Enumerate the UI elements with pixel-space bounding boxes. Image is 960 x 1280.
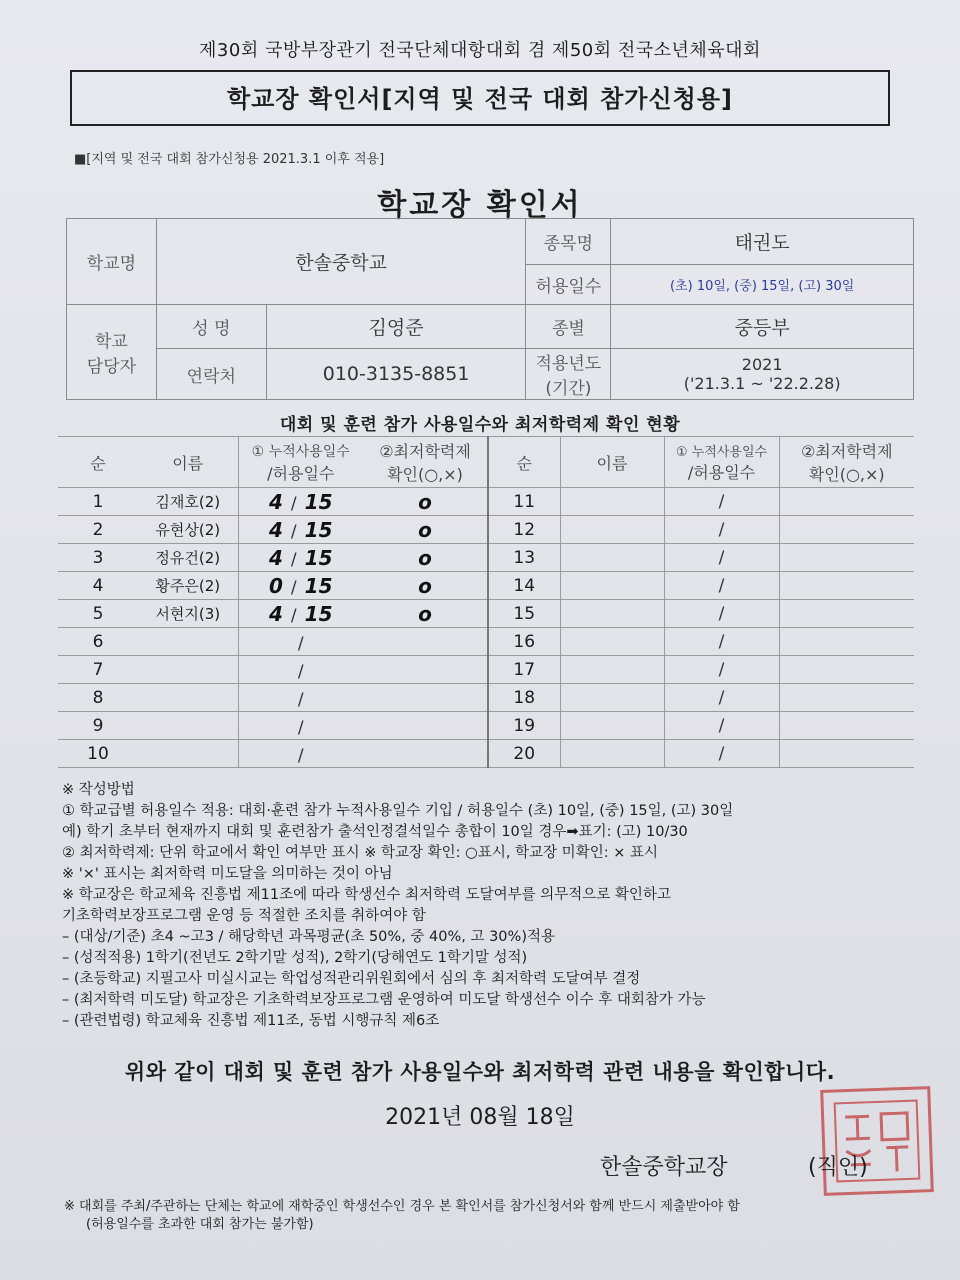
min-check-right xyxy=(779,628,914,656)
instruction-line: – (대상/기준) 초4 ~고3 / 해당학년 과목평균(초 50%, 중 40%, 고 30%)적용 xyxy=(62,929,555,945)
row-no: 4 xyxy=(58,572,138,600)
school-name: 한솔중학교 xyxy=(156,219,526,305)
days-used xyxy=(238,628,363,656)
header-name-right: 이름 xyxy=(560,437,664,488)
header-no-right: 순 xyxy=(488,437,560,488)
student-name: 황주은(2) xyxy=(138,572,238,600)
student-name xyxy=(138,712,238,740)
header-name: 이름 xyxy=(138,437,238,488)
days-allowed-value: 15 xyxy=(304,573,333,598)
days-used xyxy=(238,684,363,712)
slash-separator: / xyxy=(718,519,725,540)
row-no: 6 xyxy=(58,628,138,656)
instruction-line: ② 최저학력제: 단위 학교에서 확인 여부만 표시 ※ 학교장 확인: ○표시, 학교장 미확인: × 표시 xyxy=(62,845,658,861)
row-no-right: 19 xyxy=(488,712,560,740)
table-row xyxy=(58,740,914,768)
school-name-label: 학교명 xyxy=(67,219,157,305)
header-no: 순 xyxy=(58,437,138,488)
days-used-right xyxy=(664,488,779,516)
sport: 태권도 xyxy=(611,219,914,265)
instruction-line: 예) 학기 초부터 현재까지 대회 및 훈련참가 출석인정결석일수 총합이 10일 경우➡표기: (고) 10/30 xyxy=(62,824,688,840)
min-check: o xyxy=(363,488,488,516)
days-allowed-value: 15 xyxy=(304,601,333,626)
allowed-days: (초) 10일, (중) 15일, (고) 30일 xyxy=(611,265,914,305)
row-no-right: 16 xyxy=(488,628,560,656)
applicable-period: ('21.3.1 ~ '22.2.28) xyxy=(683,374,841,393)
applicable-note: ■[지역 및 전국 대회 참가신청용 2021.3.1 이후 적용] xyxy=(74,152,385,167)
header-min-right-line-1: ②최저학력제 xyxy=(800,442,893,461)
row-no: 3 xyxy=(58,544,138,572)
days-used-value: 0 xyxy=(269,573,283,598)
table-row xyxy=(58,516,914,544)
min-check-right xyxy=(779,544,914,572)
slash-separator: / xyxy=(290,577,297,598)
min-check-right xyxy=(779,600,914,628)
days-used-value: 4 xyxy=(269,489,283,514)
days-used xyxy=(238,656,363,684)
instruction-line: ※ 학교장은 학교체육 진흥법 제11조에 따라 학생선수 최저학력 도달여부를 의무적으로 확인하고 xyxy=(62,887,671,903)
header-days-right-line-2: /허용일수 xyxy=(687,463,756,482)
row-no-right: 18 xyxy=(488,684,560,712)
instruction-line: ① 학교급별 허용일수 적용: 대회·훈련 참가 누적사용일수 기입 / 허용일수 (초) 10일, (중) 15일, (고) 30일 xyxy=(62,803,734,819)
table-row xyxy=(58,656,914,684)
slash-separator: / xyxy=(297,661,304,682)
header-min-right xyxy=(779,437,914,488)
header-days-right xyxy=(664,437,779,488)
min-check xyxy=(363,712,488,740)
slash-separator: / xyxy=(290,605,297,626)
days-used xyxy=(238,544,363,572)
principal-title: 한솔중학교장 xyxy=(600,1155,728,1180)
instructions-title: ※ 작성방법 xyxy=(62,782,135,798)
slash-separator: / xyxy=(718,547,725,568)
table-row xyxy=(58,544,914,572)
min-check: o xyxy=(363,600,488,628)
days-used-value: 4 xyxy=(269,545,283,570)
days-used xyxy=(238,572,363,600)
event-title: 제30회 국방부장관기 전국단체대항대회 겸 제50회 전국소년체육대회 xyxy=(199,40,761,61)
days-used-right xyxy=(664,600,779,628)
student-name xyxy=(138,684,238,712)
days-used-right xyxy=(664,628,779,656)
student-name xyxy=(138,628,238,656)
student-name: 유현상(2) xyxy=(138,516,238,544)
header-days-right-line-1: ① 누적사용일수 xyxy=(675,445,768,460)
days-used-right xyxy=(664,572,779,600)
period-label xyxy=(526,349,611,400)
student-name-right xyxy=(560,684,664,712)
days-allowed-value: 15 xyxy=(304,545,333,570)
student-name: 김재호(2) xyxy=(138,488,238,516)
slash-separator: / xyxy=(297,745,304,766)
table-row xyxy=(58,628,914,656)
roster-title: 대회 및 훈련 참가 사용일수와 최저학력제 확인 현황 xyxy=(279,415,681,435)
min-check-right xyxy=(779,712,914,740)
instruction-line: – (초등학교) 지필고사 미실시교는 학업성적관리위원회에서 심의 후 최저학력 도달여부 결정 xyxy=(62,971,641,987)
header-days-line-1: ① 누적사용일수 xyxy=(251,443,350,460)
contact: 010-3135-8851 xyxy=(266,349,526,400)
slash-separator: / xyxy=(718,715,725,736)
min-check-right xyxy=(779,572,914,600)
student-name-right xyxy=(560,656,664,684)
slash-separator: / xyxy=(718,687,725,708)
min-check: o xyxy=(363,544,488,572)
row-no-right: 11 xyxy=(488,488,560,516)
row-no-right: 15 xyxy=(488,600,560,628)
student-name-right xyxy=(560,600,664,628)
row-no-right: 12 xyxy=(488,516,560,544)
manager-name-label: 성 명 xyxy=(156,305,266,349)
footer-note xyxy=(64,1198,944,1234)
confirmation-statement: 위와 같이 대회 및 훈련 참가 사용일수와 최저학력 관련 내용을 확인합니다. xyxy=(124,1060,836,1084)
row-no: 5 xyxy=(58,600,138,628)
slash-separator: / xyxy=(290,493,297,514)
min-check xyxy=(363,628,488,656)
student-name: 정유건(2) xyxy=(138,544,238,572)
slash-separator: / xyxy=(718,575,725,596)
row-no: 9 xyxy=(58,712,138,740)
manager-label: 학교 담당자 xyxy=(67,305,157,400)
slash-separator: / xyxy=(718,631,725,652)
division-label: 종별 xyxy=(526,305,611,349)
division: 중등부 xyxy=(611,305,914,349)
days-used xyxy=(238,600,363,628)
roster-table xyxy=(58,436,914,768)
period-label-line-2: (기간) xyxy=(545,379,592,399)
min-check-right xyxy=(779,488,914,516)
footer-line: ※ 대회를 주최/주관하는 단체는 학교에 재학중인 학생선수인 경우 본 확인서를 참가신청서와 함께 반드시 제출받아야 함 xyxy=(64,1199,740,1214)
days-used-right xyxy=(664,516,779,544)
min-check-right xyxy=(779,656,914,684)
min-check-right xyxy=(779,740,914,768)
student-name-right xyxy=(560,628,664,656)
slash-separator: / xyxy=(718,491,725,512)
min-check: o xyxy=(363,572,488,600)
student-name-right xyxy=(560,572,664,600)
slash-separator: / xyxy=(297,689,304,710)
slash-separator: / xyxy=(718,743,725,764)
roster-body xyxy=(58,488,914,768)
student-name xyxy=(138,740,238,768)
days-used-right xyxy=(664,712,779,740)
student-name xyxy=(138,656,238,684)
footer-line: (허용일수를 초과한 대회 참가는 불가함) xyxy=(86,1217,314,1232)
row-no-right: 14 xyxy=(488,572,560,600)
slash-separator: / xyxy=(290,549,297,570)
row-no: 8 xyxy=(58,684,138,712)
row-no-right: 20 xyxy=(488,740,560,768)
min-check-right xyxy=(779,684,914,712)
days-used-right xyxy=(664,544,779,572)
days-used-right xyxy=(664,740,779,768)
row-no: 7 xyxy=(58,656,138,684)
seal-label: (직인) xyxy=(808,1155,868,1180)
row-no-right: 17 xyxy=(488,656,560,684)
slash-separator: / xyxy=(297,717,304,738)
manager-name: 김영준 xyxy=(266,305,526,349)
table-row xyxy=(58,572,914,600)
instruction-line: – (최저학력 미도달) 학교장은 기초학력보장프로그램 운영하여 미도달 학생선수 이수 후 대회참가 가능 xyxy=(62,992,706,1008)
days-used xyxy=(238,516,363,544)
instruction-line: 기초학력보장프로그램 운영 등 적절한 조치를 취하여야 함 xyxy=(62,908,426,924)
table-row xyxy=(58,684,914,712)
form-banner: 학교장 확인서[지역 및 전국 대회 참가신청용] xyxy=(70,70,890,126)
days-used-right xyxy=(664,656,779,684)
days-used-value: 4 xyxy=(269,517,283,542)
period-label-line-1: 적용년도 xyxy=(535,354,602,374)
row-no: 10 xyxy=(58,740,138,768)
row-no-right: 13 xyxy=(488,544,560,572)
issue-date: 2021년 08월 18일 xyxy=(385,1105,575,1130)
header-days xyxy=(238,437,363,488)
days-allowed-value: 15 xyxy=(304,489,333,514)
instructions xyxy=(62,780,922,1032)
min-check xyxy=(363,656,488,684)
header-min-right-line-2: 확인(○,×) xyxy=(808,465,885,484)
instruction-line: – (성적적용) 1학기(전년도 2학기말 성적), 2학기(당해연도 1학기말 성적) xyxy=(62,950,528,966)
period-cell xyxy=(611,349,914,400)
student-name-right xyxy=(560,516,664,544)
student-name-right xyxy=(560,488,664,516)
slash-separator: / xyxy=(290,521,297,542)
applicable-year: 2021 xyxy=(741,355,783,374)
contact-label: 연락처 xyxy=(156,349,266,400)
student-name-right xyxy=(560,544,664,572)
days-used xyxy=(238,740,363,768)
student-name: 서현지(3) xyxy=(138,600,238,628)
days-used-right xyxy=(664,684,779,712)
roster-header xyxy=(58,437,914,488)
instruction-line: ※ '×' 표시는 최저학력 미도달을 의미하는 것이 아님 xyxy=(62,866,393,882)
min-check xyxy=(363,740,488,768)
days-used xyxy=(238,712,363,740)
min-check-right xyxy=(779,516,914,544)
row-no: 1 xyxy=(58,488,138,516)
slash-separator: / xyxy=(718,659,725,680)
min-check: o xyxy=(363,516,488,544)
instruction-line: – (관련법령) 학교체육 진흥법 제11조, 동법 시행규칙 제6조 xyxy=(62,1013,440,1029)
header-min xyxy=(363,437,488,488)
table-row xyxy=(58,600,914,628)
days-used xyxy=(238,488,363,516)
days-used-value: 4 xyxy=(269,601,283,626)
allowed-days-label: 허용일수 xyxy=(526,265,611,305)
slash-separator: / xyxy=(718,603,725,624)
header-min-line-2: 확인(○,×) xyxy=(387,465,463,484)
row-no: 2 xyxy=(58,516,138,544)
sport-label: 종목명 xyxy=(526,219,611,265)
document-title: 학교장 확인서 xyxy=(377,188,583,223)
table-row xyxy=(58,488,914,516)
student-name-right xyxy=(560,740,664,768)
table-row xyxy=(58,712,914,740)
min-check xyxy=(363,684,488,712)
school-info-table xyxy=(66,218,914,400)
header-days-line-2: /허용일수 xyxy=(267,463,335,483)
header-min-line-1: ②최저학력제 xyxy=(379,442,471,461)
slash-separator: / xyxy=(297,633,304,654)
student-name-right xyxy=(560,712,664,740)
days-allowed-value: 15 xyxy=(304,517,333,542)
